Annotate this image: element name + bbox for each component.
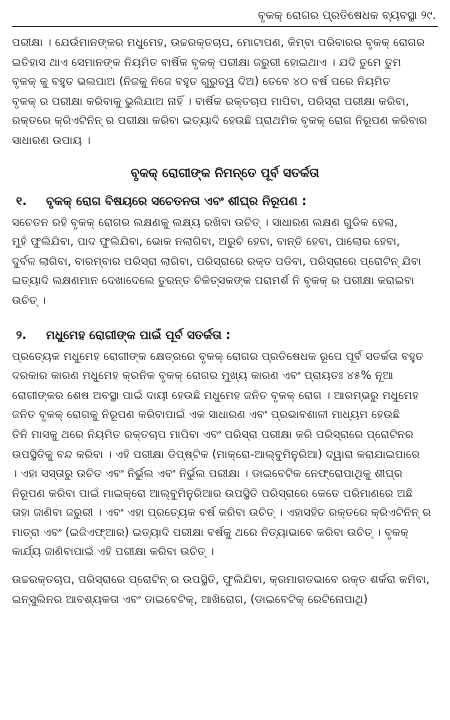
intro-line: ଇତିହାସ ଥାଏ ସେମାନଙ୍କ ନିୟମିତ ବାର୍ଷିକ ବୃକକ୍ ପରୀକ୍ଷା ଜରୁରୀ ହୋଇଥାଏ । ଯଦି ତୁମେ ତୁମ	[12, 55, 402, 69]
intro-line: ରକ୍ତରେ କ୍ରିଏଟିନିନ୍ ର ପରୀକ୍ଷା କରିବା ଇତ୍ୟାଦି ହେଉଛି ପ୍ରାଥମିକ ବୃକକ୍ ରୋଗ ନିରୂପଣ କରିବାର	[12, 114, 428, 128]
subsection-title: ମଧୁମେହ ରୋଗୀଙ୍କ ପାଇଁ ପୂର୍ବ ସତର୍କତା :	[46, 327, 231, 342]
subsection-heading	[12, 325, 438, 345]
body-line: କାର୍ଯ୍ୟ ଜାଣିବାପାଇଁ ଏହି ପରୀକ୍ଷା କରିବା ଉଚିତ୍ ।	[12, 545, 215, 559]
body-line: ମାତ୍ରା ଏବଂ (ଇଜିଏଫ୍‌ଆର) ଇତ୍ୟାଦି ପରୀକ୍ଷା ବର୍ଷକୁ ଥରେ ନିତ୍ୟାଭାବେ କରିବା ଉଚିତ୍ । ବୃକକ୍	[12, 525, 409, 539]
intro-paragraph	[12, 33, 438, 151]
body-line: ମୁହଁ ଫୁଲିଯିବା, ପାଦ ଫୁଲିଯିବା, ଭୋକ ନଲାଗିବା, ଅରୁଚି ହେବା, ବାନ୍ତି ହେବା, ପାଲୋର ହେବା,	[12, 235, 400, 249]
body-line: ଇତ୍ୟାଦି ଲକ୍ଷଣମାନ ଦେଖାଦେଲେ ତୁରନ୍ତ ଚିକିତ୍ସକଙ୍କ ପରାମର୍ଶ ନି ବୃକକ୍ ର ପରୀକ୍ଷା କରାଇବା	[12, 274, 415, 288]
spacer	[12, 311, 438, 319]
body-line: । ଏହା ସସ୍ତାରୁ ଉଚିତ ଏବଂ ନିର୍ଭୁଲ ଏବଂ ନିର୍ଭୁଲ ପରୀକ୍ଷା । ଡାଇବେଟିକ ନେଫ୍ରୋପାଥିକୁ ଶୀଘ୍ର	[12, 467, 403, 481]
subsection-1	[12, 191, 438, 311]
subsection-title: ବୃକକ୍ ରୋଗ ବିଷୟରେ ସଚେତନତା ଏବଂ ଶୀଘ୍ର ନିରୂପଣ :	[46, 193, 307, 208]
subsection-number: ୨.	[16, 327, 27, 342]
body-line: ଦରକାର କାରଣ ମଧୁମେହ କ୍ରନିକ ବୃକକ୍ ରୋଗର ମୁଖ୍ୟ କାରଣ ଏବଂ ପ୍ରାୟତଃ ୪୫% ନୂଆ	[12, 369, 394, 383]
body-line: ଇନ୍‌ସୁଲିନର ଆବଶ୍ୟକତା ଏବଂ ଡାଇବେଟିକ୍, ଆଖିରୋଗ, (ଡାଇବେଟିକ୍ ରେଟିନୋପାଥି)	[12, 592, 368, 606]
subsection-heading	[12, 191, 438, 211]
subsection-2	[12, 325, 438, 563]
body-line: ଉଚିତ୍ ।	[12, 293, 46, 307]
intro-line: ପରୀକ୍ଷା । ଯେଉଁମାନଙ୍କର ମଧୁମେହ, ଉଚ୍ଚରକ୍ତଚାପ, ମୋଟାପଣ, କିମ୍ବା ପରିବାରର ବୃକକ୍ ରୋଗର	[12, 36, 425, 49]
body-line: ଦୁର୍ବଳ ଲାଗିବା, ବାରମ୍ବାର ପରିସ୍ରା ଲାଗିବା, ପରିସ୍ରାରେ ରକ୍ତ ପଡିବା, ପରିସ୍ରାରେ ପ୍ରୋଟିନ୍ ଯିବା	[12, 254, 422, 268]
body-line: ପ୍ରତ୍ୟେକ ମଧୁମେହ ରୋଗୀଙ୍କ କ୍ଷେତ୍ରରେ ବୃକକ୍ ରୋଗର ପ୍ରତିଷେଧକ ରୂପେ ପୂର୍ବ ସତର୍କତା ବହୁତ	[12, 349, 424, 363]
body-line: ସଚେତନ ରହି ବୃକକ୍ ରୋଗର ଲକ୍ଷଣକୁ ଲକ୍ଷ୍ୟ ରଖିବା ଉଚିତ୍ । ସାଧାରଣ ଲକ୍ଷଣ ଗୁଡିକ ହେଲା,	[12, 215, 398, 229]
body-line: ତିନି ମାସକୁ ଥରେ ନିୟମିତ ରକ୍ତଚାପ ମାପିବା ଏବଂ ପରିସ୍ରା ପରୀକ୍ଷା କରି ପରିସ୍ରାରେ ପ୍ରୋଟିନର	[12, 427, 414, 441]
body-line: ତାହା ଜାଣିବା ଜରୁରୀ । ଏବଂ ଏହା ପ୍ରତ୍ୟେକ ବର୍ଷ କରିବା ଉଚିତ୍ । ଏହାସହିତ ରକ୍ତରେ କ୍ରିଏଟିନିନ୍ ର	[12, 506, 431, 520]
body-line: ନିରୂପଣ କରିବା ପାଇଁ ମାଇକ୍ରୋ ଆଲ୍‌ବୁମିନୁରିଆର ଉପସ୍ଥିତି ପରିସ୍ରାରେ କେତେ ପରିମାଣରେ ଅଛି	[12, 486, 413, 500]
intro-line: ବୃକକ୍ କୁ ବହୁତ ଭଲପାଅ (ନିଜକୁ ନିଜେ ବହୁତ ଗୁରୁତ୍ୱ ଦିଅ) ତେବେ ୪୦ ବର୍ଷ ପରେ ନିୟମିତ	[12, 75, 391, 89]
intro-line: ସାଧାରଣ ଉପାୟ ।	[12, 133, 91, 147]
body-line: ରୋଗୀଙ୍କର ଶେଷ ଅବସ୍ଥା ପାଇଁ ଦାୟୀ ହେଉଛି ମଧୁମେହ ଜନିତ ବୃକକ୍ ରୋଗ । ଆରମ୍ଭରୁ ମଧୁମେହ	[12, 388, 419, 402]
section-title: ବୃକକ୍ ରୋଗୀଙ୍କ ନିମନ୍ତେ ପୂର୍ବ ସତର୍କତା	[130, 164, 320, 180]
body-line: ଜନିତ ବୃକକ୍ ରୋଗକୁ ନିରୂପଣ କରିବାପାଇଁ ଏକ ସାଧାରଣ ଏବଂ ପ୍ରଭାବଶାଳୀ ମାଧ୍ୟମ ହେଉଛି	[12, 408, 400, 422]
running-header: ବୃକକ୍ ରୋଗର ପ୍ରତିଷେଧକ ବ୍ୟବସ୍ଥା ୨୯.	[12, 6, 438, 27]
body-line: ଉପସ୍ଥିତିକୁ ବନ୍ଦ କରିବା । ଏହି ପରୀକ୍ଷା ଡିପ୍‌ଷ୍ଟିକ (ମାକ୍ରୋ-ଆଲ୍‌ବୁମିନୁରିଆ) ଦ୍ୱାରା କରାଯାଇପାରେ	[12, 447, 420, 461]
closing-paragraph	[12, 570, 438, 609]
spacer	[12, 562, 438, 570]
body-line: ଉଚ୍ଚରକ୍ତଚାପ, ପରିସ୍ରାରେ ପ୍ରୋଟିନ୍ ର ଉପସ୍ଥିତି, ଫୁଲିଯିବା, କ୍ରମାଗତଭାବେ ରକ୍ତ ଶର୍କରା କମିବା,	[12, 573, 430, 587]
subsection-number: ୧.	[16, 193, 27, 208]
intro-line: ବୃକକ୍ ର ପରୀକ୍ଷା କରିବାକୁ ଭୁଲିଯାଅ ନାହିଁ । ବାର୍ଷିକ ରକ୍ତଚାପ ମାପିବା, ପରିସ୍ରା ପରୀକ୍ଷା କରିବା,	[12, 94, 410, 108]
